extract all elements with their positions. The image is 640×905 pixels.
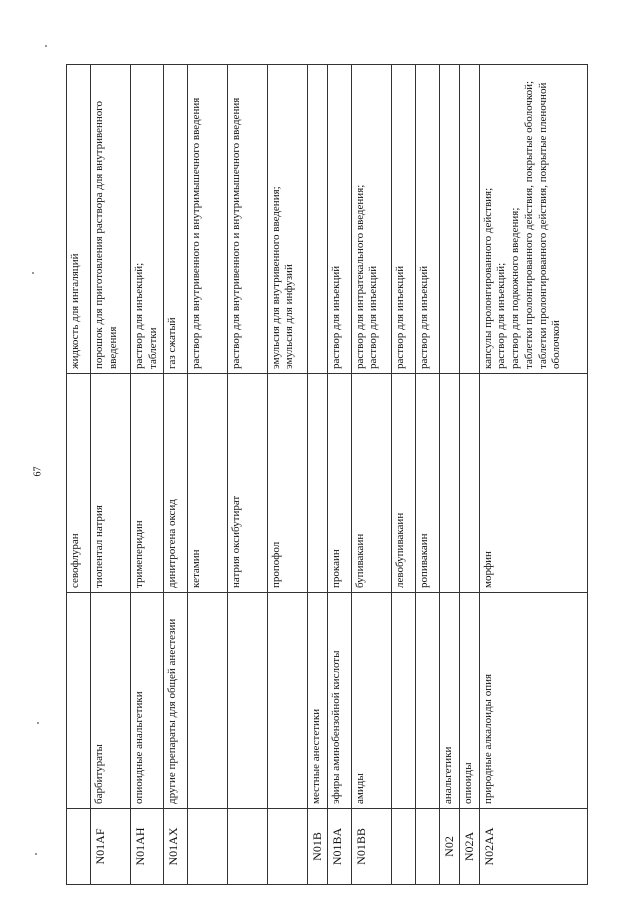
pharmacological-group-cell: [187, 593, 227, 809]
drug-name-cell: кетамин: [187, 374, 227, 593]
dosage-forms-cell: [267, 65, 307, 374]
drug-table: [66, 64, 588, 885]
pharmacological-group-cell: эфиры аминобензойной кислоты: [327, 593, 351, 809]
table-row: [479, 65, 587, 885]
table-row: [415, 65, 439, 885]
dosage-forms-cell: [459, 65, 479, 374]
atc-code: N01BA: [329, 827, 344, 866]
table-row: [459, 65, 479, 885]
table-row: [351, 65, 391, 885]
dosage-forms-cell: [307, 65, 327, 374]
dosage-form-line: раствор для инъекций: [367, 265, 380, 369]
dosage-forms-cell: [187, 65, 227, 374]
pharmacological-group-cell: [415, 593, 439, 809]
dosage-form-line: раствор для внутривенного и внутримышечного введения: [189, 97, 202, 369]
atc-code-cell: [67, 809, 91, 885]
table-row: [307, 65, 327, 885]
pharmacological-group-cell: местные анестетики: [307, 593, 327, 809]
dosage-forms-cell: [391, 65, 415, 374]
drug-name-cell: [307, 374, 327, 593]
scan-speck: [32, 272, 34, 274]
dosage-forms-cell: [227, 65, 267, 374]
pharmacological-group-cell: амиды: [351, 593, 391, 809]
atc-code-cell: [307, 809, 327, 885]
dosage-form-line: раствор для инъекций;: [133, 262, 145, 369]
atc-code-cell: [187, 809, 227, 885]
drug-name-cell: [459, 374, 479, 593]
atc-code-cell: [351, 809, 391, 885]
table-row: [327, 65, 351, 885]
atc-code: N01AH: [133, 827, 147, 866]
dosage-forms-cell: [91, 65, 131, 374]
dosage-form-line: таблетки пролонгированного действия, покрытые оболочкой;: [522, 80, 535, 369]
table-row: [67, 65, 91, 885]
drug-name-cell: тиопентал натрия: [91, 374, 131, 593]
dosage-form-line: газ сжатый: [165, 317, 178, 369]
rotated-page-content: [66, 65, 601, 885]
dosage-form-line: порошок для приготовления раствора для внутривенного введения: [93, 100, 119, 369]
drug-name-cell: левобупивакаин: [391, 374, 415, 593]
pharmacological-group-cell: природные алкалоиды опия: [479, 593, 587, 809]
pharmacological-group-cell: [267, 593, 307, 809]
dosage-form-line: таблетки: [146, 327, 159, 369]
table-row: [187, 65, 227, 885]
pharmacological-group-cell: [391, 593, 415, 809]
drug-name-cell: прокаин: [327, 374, 351, 593]
dosage-form-line: раствор для инъекций: [393, 265, 406, 369]
scan-speck: [35, 853, 37, 855]
page-number: 67: [32, 466, 44, 477]
atc-code-cell: [91, 809, 131, 885]
dosage-form-line: раствор для подкожного введения;: [509, 207, 521, 369]
table-row: [163, 65, 187, 885]
pharmacological-group-cell: опиоидные анальгетики: [131, 593, 164, 809]
atc-code: N02A: [461, 831, 476, 862]
dosage-form-line: эмульсия для инфузий: [283, 264, 296, 369]
dosage-forms-cell: [439, 65, 459, 374]
table-row: [131, 65, 164, 885]
pharmacological-group-cell: анальгетики: [439, 593, 459, 809]
dosage-forms-cell: [131, 65, 164, 374]
atc-code: N01AF: [93, 828, 107, 865]
dosage-form-line: эмульсия для внутривенного введения;: [269, 186, 282, 369]
dosage-forms-cell: [163, 65, 187, 374]
dosage-form-line: раствор для внутривенного и внутримышечного введения: [229, 97, 242, 369]
atc-code-cell: [439, 809, 459, 885]
drug-name-cell: бупивакаин: [351, 374, 391, 593]
dosage-form-line: раствор для инъекций;: [495, 262, 508, 369]
atc-code-cell: [479, 809, 587, 885]
atc-code: N01AX: [165, 827, 180, 866]
atc-code-cell: [459, 809, 479, 885]
pharmacological-group-cell: [227, 593, 267, 809]
pharmacological-group-cell: [67, 593, 91, 809]
dosage-forms-cell: [67, 65, 91, 374]
table-row: [391, 65, 415, 885]
drug-name-cell: пропофол: [267, 374, 307, 593]
table-row: [439, 65, 459, 885]
scan-speck: [45, 45, 47, 47]
dosage-forms-cell: [415, 65, 439, 374]
atc-code: N01BB: [353, 828, 368, 865]
table-row: [227, 65, 267, 885]
dosage-form-line: раствор для интратекального введения;: [353, 184, 366, 369]
table-row: [91, 65, 131, 885]
table-row: [267, 65, 307, 885]
drug-name-cell: [439, 374, 459, 593]
atc-code-cell: [227, 809, 267, 885]
pharmacological-group-cell: другие препараты для общей анестезии: [163, 593, 187, 809]
dosage-form-line: таблетки пролонгированного действия, покрытые пленочной оболочкой: [536, 82, 563, 369]
dosage-forms-cell: [327, 65, 351, 374]
atc-code-cell: [391, 809, 415, 885]
atc-code-cell: [415, 809, 439, 885]
atc-code: N02: [441, 836, 456, 857]
dosage-form-line: раствор для инъекций: [329, 265, 342, 369]
scan-speck: [37, 722, 39, 724]
atc-code: N02AA: [481, 827, 496, 866]
drug-name-cell: ропивакаин: [415, 374, 439, 593]
drug-name-cell: тримеперидин: [131, 374, 164, 593]
drug-name-cell: натрия оксибутират: [227, 374, 267, 593]
atc-code: N01B: [309, 832, 324, 861]
dosage-forms-cell: [351, 65, 391, 374]
drug-name-cell: севофлуран: [67, 374, 91, 593]
drug-name-cell: морфин: [479, 374, 587, 593]
dosage-forms-cell: [479, 65, 587, 374]
dosage-form-line: жидкость для ингаляций: [69, 253, 81, 369]
atc-code-cell: [163, 809, 187, 885]
drug-name-cell: динитрогена оксид: [163, 374, 187, 593]
dosage-form-line: капсулы пролонгированного действия;: [481, 187, 494, 369]
pharmacological-group-cell: опиоиды: [459, 593, 479, 809]
dosage-form-line: раствор для инъекций: [417, 265, 430, 369]
atc-code-cell: [267, 809, 307, 885]
pharmacological-group-cell: барбитураты: [91, 593, 131, 809]
atc-code-cell: [131, 809, 164, 885]
atc-code-cell: [327, 809, 351, 885]
